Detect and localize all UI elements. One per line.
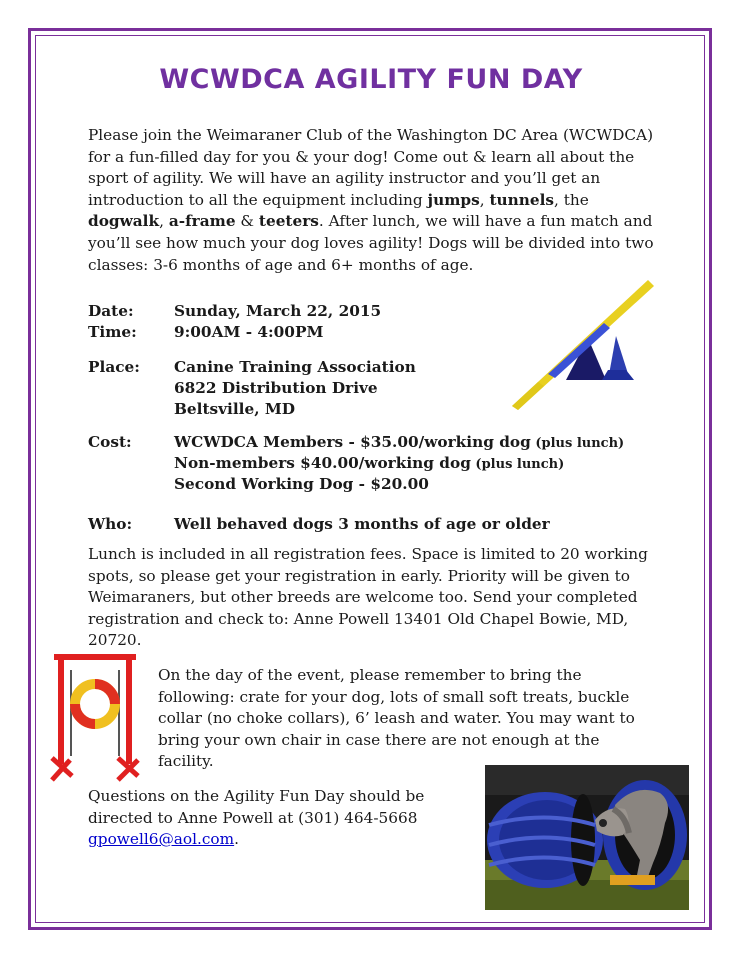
page-title: WCWDCA AGILITY FUN DAY — [159, 64, 583, 95]
place-label: Place: — [88, 358, 140, 376]
aframe-term: a-frame — [168, 212, 236, 231]
cost-label: Cost: — [88, 433, 132, 451]
tunnels-term: tunnels — [489, 190, 555, 209]
who-label: Who: — [88, 515, 133, 533]
tire-jump-illustration — [50, 652, 140, 782]
date-value: Sunday, March 22, 2015 — [174, 302, 382, 320]
dog-tunnel-photo — [485, 765, 689, 910]
intro-paragraph: Please join the Weimaraner Club of the Washington DC Area (WCWDCA) for a fun-filled day for you & your dog! Come out & learn all about the sport of agility. We will have an agility instructor and you’ll get an introduction to all the equipment including jumps, tunnels, the dogwalk, a-frame & teeters. After lunch, we will have a fun match and you’ll see how much your dog loves agility! Dogs will be divided into two classes: 3-6 months of age and 6+ months of age. — [88, 126, 654, 274]
time-label: Time: — [88, 323, 137, 341]
cost-line: Second Working Dog - $20.00 — [174, 475, 429, 493]
questions-paragraph: Questions on the Agility Fun Day should be directed to Anne Powell at (301) 464-5668 gpowell6@aol.com. — [88, 787, 425, 849]
email-link[interactable]: gpowell6@aol.com — [88, 830, 235, 849]
place-line: 6822 Distribution Drive — [174, 379, 378, 397]
place-line: Beltsville, MD — [174, 400, 296, 418]
place-line: Canine Training Association — [174, 358, 416, 376]
bring-paragraph: On the day of the event, please remember to bring the following: crate for your dog, lots of small soft treats, buckle collar (no choke collars), 6’ leash and water. You may want to bring your own chair in case there are not enough at the facility. — [158, 666, 635, 771]
cost-line: Non-members $40.00/working dog (plus lunch) — [174, 454, 565, 472]
dogwalk-term: dogwalk — [88, 212, 160, 231]
jumps-term: jumps — [427, 190, 480, 209]
time-value: 9:00AM - 4:00PM — [174, 323, 324, 341]
teeters-term: teeters — [258, 212, 319, 231]
who-value: Well behaved dogs 3 months of age or older — [174, 515, 550, 533]
lunch-paragraph: Lunch is included in all registration fees. Space is limited to 20 working spots, so please get your registration in early. Priority will be given to Weimaraners, but other breeds are welcome too. Send your completed registration and check to: Anne Powell 13401 Old Chapel Bowie, MD, 20720. — [88, 545, 648, 650]
cost-line: WCWDCA Members - $35.00/working dog (plus lunch) — [174, 433, 625, 451]
date-label: Date: — [88, 302, 134, 320]
teeter-illustration — [508, 278, 658, 413]
